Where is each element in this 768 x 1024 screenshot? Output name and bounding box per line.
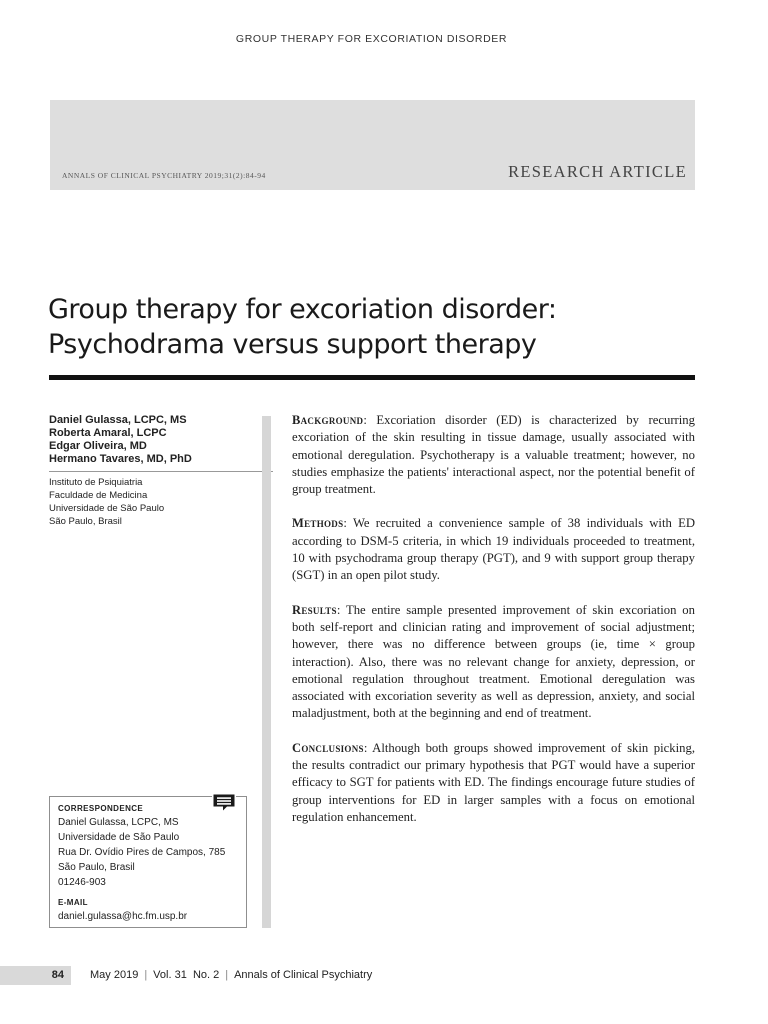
correspondence-label: CORRESPONDENCE <box>58 804 144 813</box>
methods-label: Methods <box>292 516 344 531</box>
footer-journal: Annals of Clinical Psychiatry <box>234 969 373 981</box>
journal-band <box>50 100 695 190</box>
correspondence-email: daniel.gulassa@hc.fm.usp.br <box>58 911 188 922</box>
abstract-conclusions <box>292 740 695 826</box>
article-title-line-2: Psychodrama versus support therapy <box>48 329 537 360</box>
conclusions-text: : Although both groups showed improvement of skin picking, the results contradict our primary hypothesis that PGT would have a superior efficacy to SGT for patients with ED. The findings encourage future studies of group interventions for ED in larger samples with a focus on emotional regulation enhancement. <box>292 740 695 824</box>
abstract-background <box>292 412 695 498</box>
affiliation-line: Universidade de São Paulo <box>49 503 165 514</box>
article-type: RESEARCH ARTICLE <box>508 162 687 181</box>
footer-volume: Vol. 31 <box>153 969 187 981</box>
footer-separator: | <box>144 969 148 981</box>
conclusions-label: Conclusions <box>292 740 364 755</box>
article-title-line-1: Group therapy for excoriation disorder: <box>48 294 557 325</box>
abstract-methods <box>292 515 695 584</box>
correspondence-box <box>49 796 247 928</box>
methods-text: : We recruited a convenience sample of 38 individuals with ED according to DSM-5 criteria, in which 19 individuals proceeded to treatment, 10 with psychodrama group therapy (PGT), and 9 with support group therapy (SGT) in an open pilot study. <box>292 516 695 583</box>
correspondence-city: São Paulo, Brasil <box>58 862 135 873</box>
footer-separator: | <box>225 969 229 981</box>
abstract-side-bar <box>262 416 271 928</box>
author: Roberta Amaral, LCPC <box>49 427 167 439</box>
abstract <box>292 412 695 843</box>
results-label: Results <box>292 602 337 617</box>
correspondence-institution: Universidade de São Paulo <box>58 832 180 843</box>
footer-citation <box>90 966 372 985</box>
author: Daniel Gulassa, LCPC, MS <box>49 414 187 426</box>
affiliation-line: São Paulo, Brasil <box>49 516 122 527</box>
abstract-results <box>292 602 695 723</box>
comment-icon <box>212 789 236 813</box>
affiliation-line: Faculdade de Medicina <box>49 490 148 501</box>
background-label: Background <box>292 413 364 427</box>
page-number: 84 <box>51 969 64 981</box>
article-title <box>48 292 708 362</box>
correspondence-content <box>58 803 242 924</box>
title-rule <box>49 375 695 380</box>
author: Hermano Tavares, MD, PhD <box>49 453 192 465</box>
background-text: : Excoriation disorder (ED) is characterized by recurring excoriation of the skin resulting in tissue damage, usually associated with emotional deregulation. Psychotherapy is a valuable treatment; however, no studies emphasize the patients' interactional aspect, nor the potential benefit of group treatment. <box>292 413 695 497</box>
author: Edgar Oliveira, MD <box>49 440 147 452</box>
footer-issue: No. 2 <box>192 969 220 981</box>
results-text: : The entire sample presented improvement of skin excoriation on both self-report and clinician rating and improvement of social adjustment; however, there was no difference between groups (ie, time × group interaction). Also, there was no relevant change for anxiety, depression, or emotional regulation throughout treatment. Emotional deregulation was associated with excoriation severity as well as depression, anxiety, and social maladjustment, both at the beginning and end of treatment. <box>292 602 695 721</box>
author-list <box>49 414 273 466</box>
correspondence-name: Daniel Gulassa, LCPC, MS <box>58 817 179 828</box>
affiliation-line: Instituto de Psiquiatria <box>49 477 143 488</box>
affiliation-divider <box>49 471 273 472</box>
email-label: E-MAIL <box>58 898 88 907</box>
journal-citation: ANNALS OF CLINICAL PSYCHIATRY 2019;31(2):84-94 <box>62 171 266 180</box>
correspondence-street: Rua Dr. Ovídio Pires de Campos, 785 <box>58 847 226 858</box>
affiliation <box>49 476 273 528</box>
footer-date: May 2019 <box>90 969 139 981</box>
correspondence-postal-code: 01246-903 <box>58 877 106 888</box>
running-head: GROUP THERAPY FOR EXCORIATION DISORDER <box>235 33 508 45</box>
